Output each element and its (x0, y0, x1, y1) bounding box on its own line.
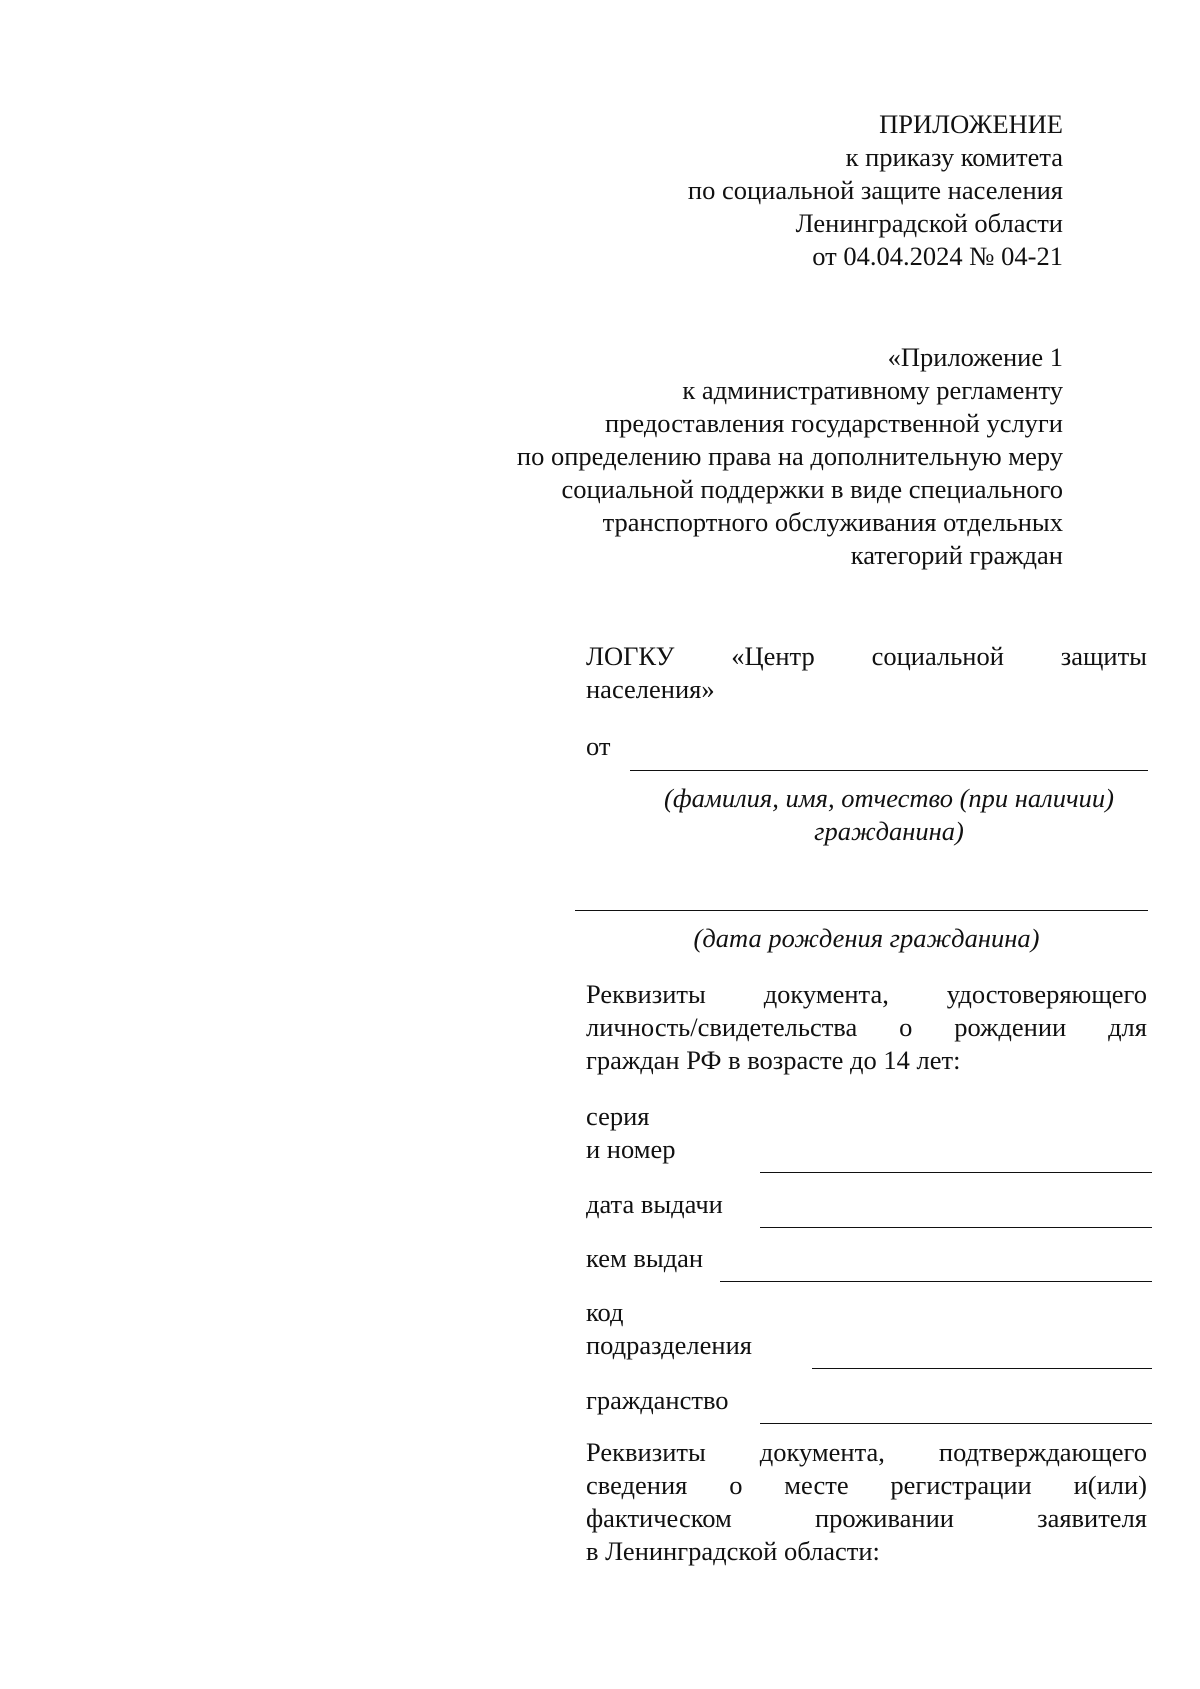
residence-word: Реквизиты (586, 1437, 706, 1467)
name-hint-line-2: гражданина) (814, 816, 964, 846)
addressee-word: «Центр (731, 641, 815, 671)
residence-line-2 (586, 1469, 1147, 1502)
residence-word: документа, (759, 1437, 885, 1467)
annex-line: по определению права на дополнительную меру (516, 441, 1063, 471)
residence-word: сведения (586, 1470, 688, 1500)
residence-line-3 (586, 1502, 1147, 1535)
issue-date-label: дата выдачи (586, 1189, 723, 1219)
series-label-1: серия (586, 1101, 650, 1131)
annex-line: «Приложение 1 (887, 342, 1063, 372)
header-line-2: по социальной защите населения (687, 175, 1063, 205)
header-line-1: к приказу комитета (845, 142, 1063, 172)
addressee-line-2: населения» (586, 674, 715, 704)
birth-date-hint: (дата рождения гражданина) (693, 923, 1040, 953)
annex-block (517, 341, 1063, 572)
residence-line-4: в Ленинградской области: (586, 1536, 880, 1566)
issued-by-field[interactable] (720, 1281, 1152, 1282)
residence-word: о (729, 1470, 743, 1500)
annex-line: категорий граждан (850, 540, 1063, 570)
code-label-1: код (586, 1297, 624, 1327)
addressee-word: социальной (871, 641, 1004, 671)
series-label-2: и номер (586, 1134, 676, 1164)
division-code-field[interactable] (812, 1368, 1152, 1369)
addressee-word: защиты (1060, 641, 1147, 671)
birth-date-field[interactable] (575, 910, 1148, 911)
issue-date-field[interactable] (760, 1227, 1152, 1228)
residence-word: заявителя (1037, 1503, 1147, 1533)
id-doc-intro-line-1 (586, 978, 1147, 1011)
addressee-word: ЛОГКУ (586, 641, 675, 671)
id-doc-intro-line-3: граждан РФ в возрасте до 14 лет: (586, 1045, 961, 1075)
annex-line: предоставления государственной услуги (604, 408, 1063, 438)
intro-word: личность/свидетельства (586, 1012, 858, 1042)
applicant-name-field[interactable] (630, 770, 1148, 771)
intro-word: о (899, 1012, 913, 1042)
residence-line-1 (586, 1436, 1147, 1469)
addressee-line-1 (586, 640, 1147, 673)
issued-by-label: кем выдан (586, 1243, 704, 1273)
series-number-field[interactable] (760, 1172, 1152, 1173)
code-label-2: подразделения (586, 1330, 752, 1360)
header-line-3: Ленинградской области (795, 208, 1063, 238)
id-doc-intro-line-2 (586, 1011, 1147, 1044)
annex-line: социальной поддержки в виде специального (561, 474, 1063, 504)
name-hint-line-1: (фамилия, имя, отчество (при наличии) (664, 783, 1114, 813)
from-label: от (586, 731, 611, 761)
header-block (688, 108, 1063, 273)
residence-word: месте (784, 1470, 849, 1500)
intro-word: удостоверяющего (946, 979, 1147, 1009)
header-line-4: от 04.04.2024 № 04-21 (812, 241, 1063, 271)
citizenship-label: гражданство (586, 1385, 729, 1415)
residence-word: и(или) (1073, 1470, 1147, 1500)
residence-word: регистрации (890, 1470, 1032, 1500)
residence-word: проживании (814, 1503, 954, 1533)
residence-word: фактическом (586, 1503, 732, 1533)
intro-word: Реквизиты (586, 979, 706, 1009)
annex-line: к административному регламенту (682, 375, 1063, 405)
header-title: ПРИЛОЖЕНИЕ (879, 109, 1063, 139)
citizenship-field[interactable] (760, 1423, 1152, 1424)
intro-word: для (1108, 1012, 1147, 1042)
residence-word: подтверждающего (938, 1437, 1147, 1467)
annex-line: транспортного обслуживания отдельных (602, 507, 1063, 537)
intro-word: документа, (763, 979, 889, 1009)
intro-word: рождении (954, 1012, 1067, 1042)
